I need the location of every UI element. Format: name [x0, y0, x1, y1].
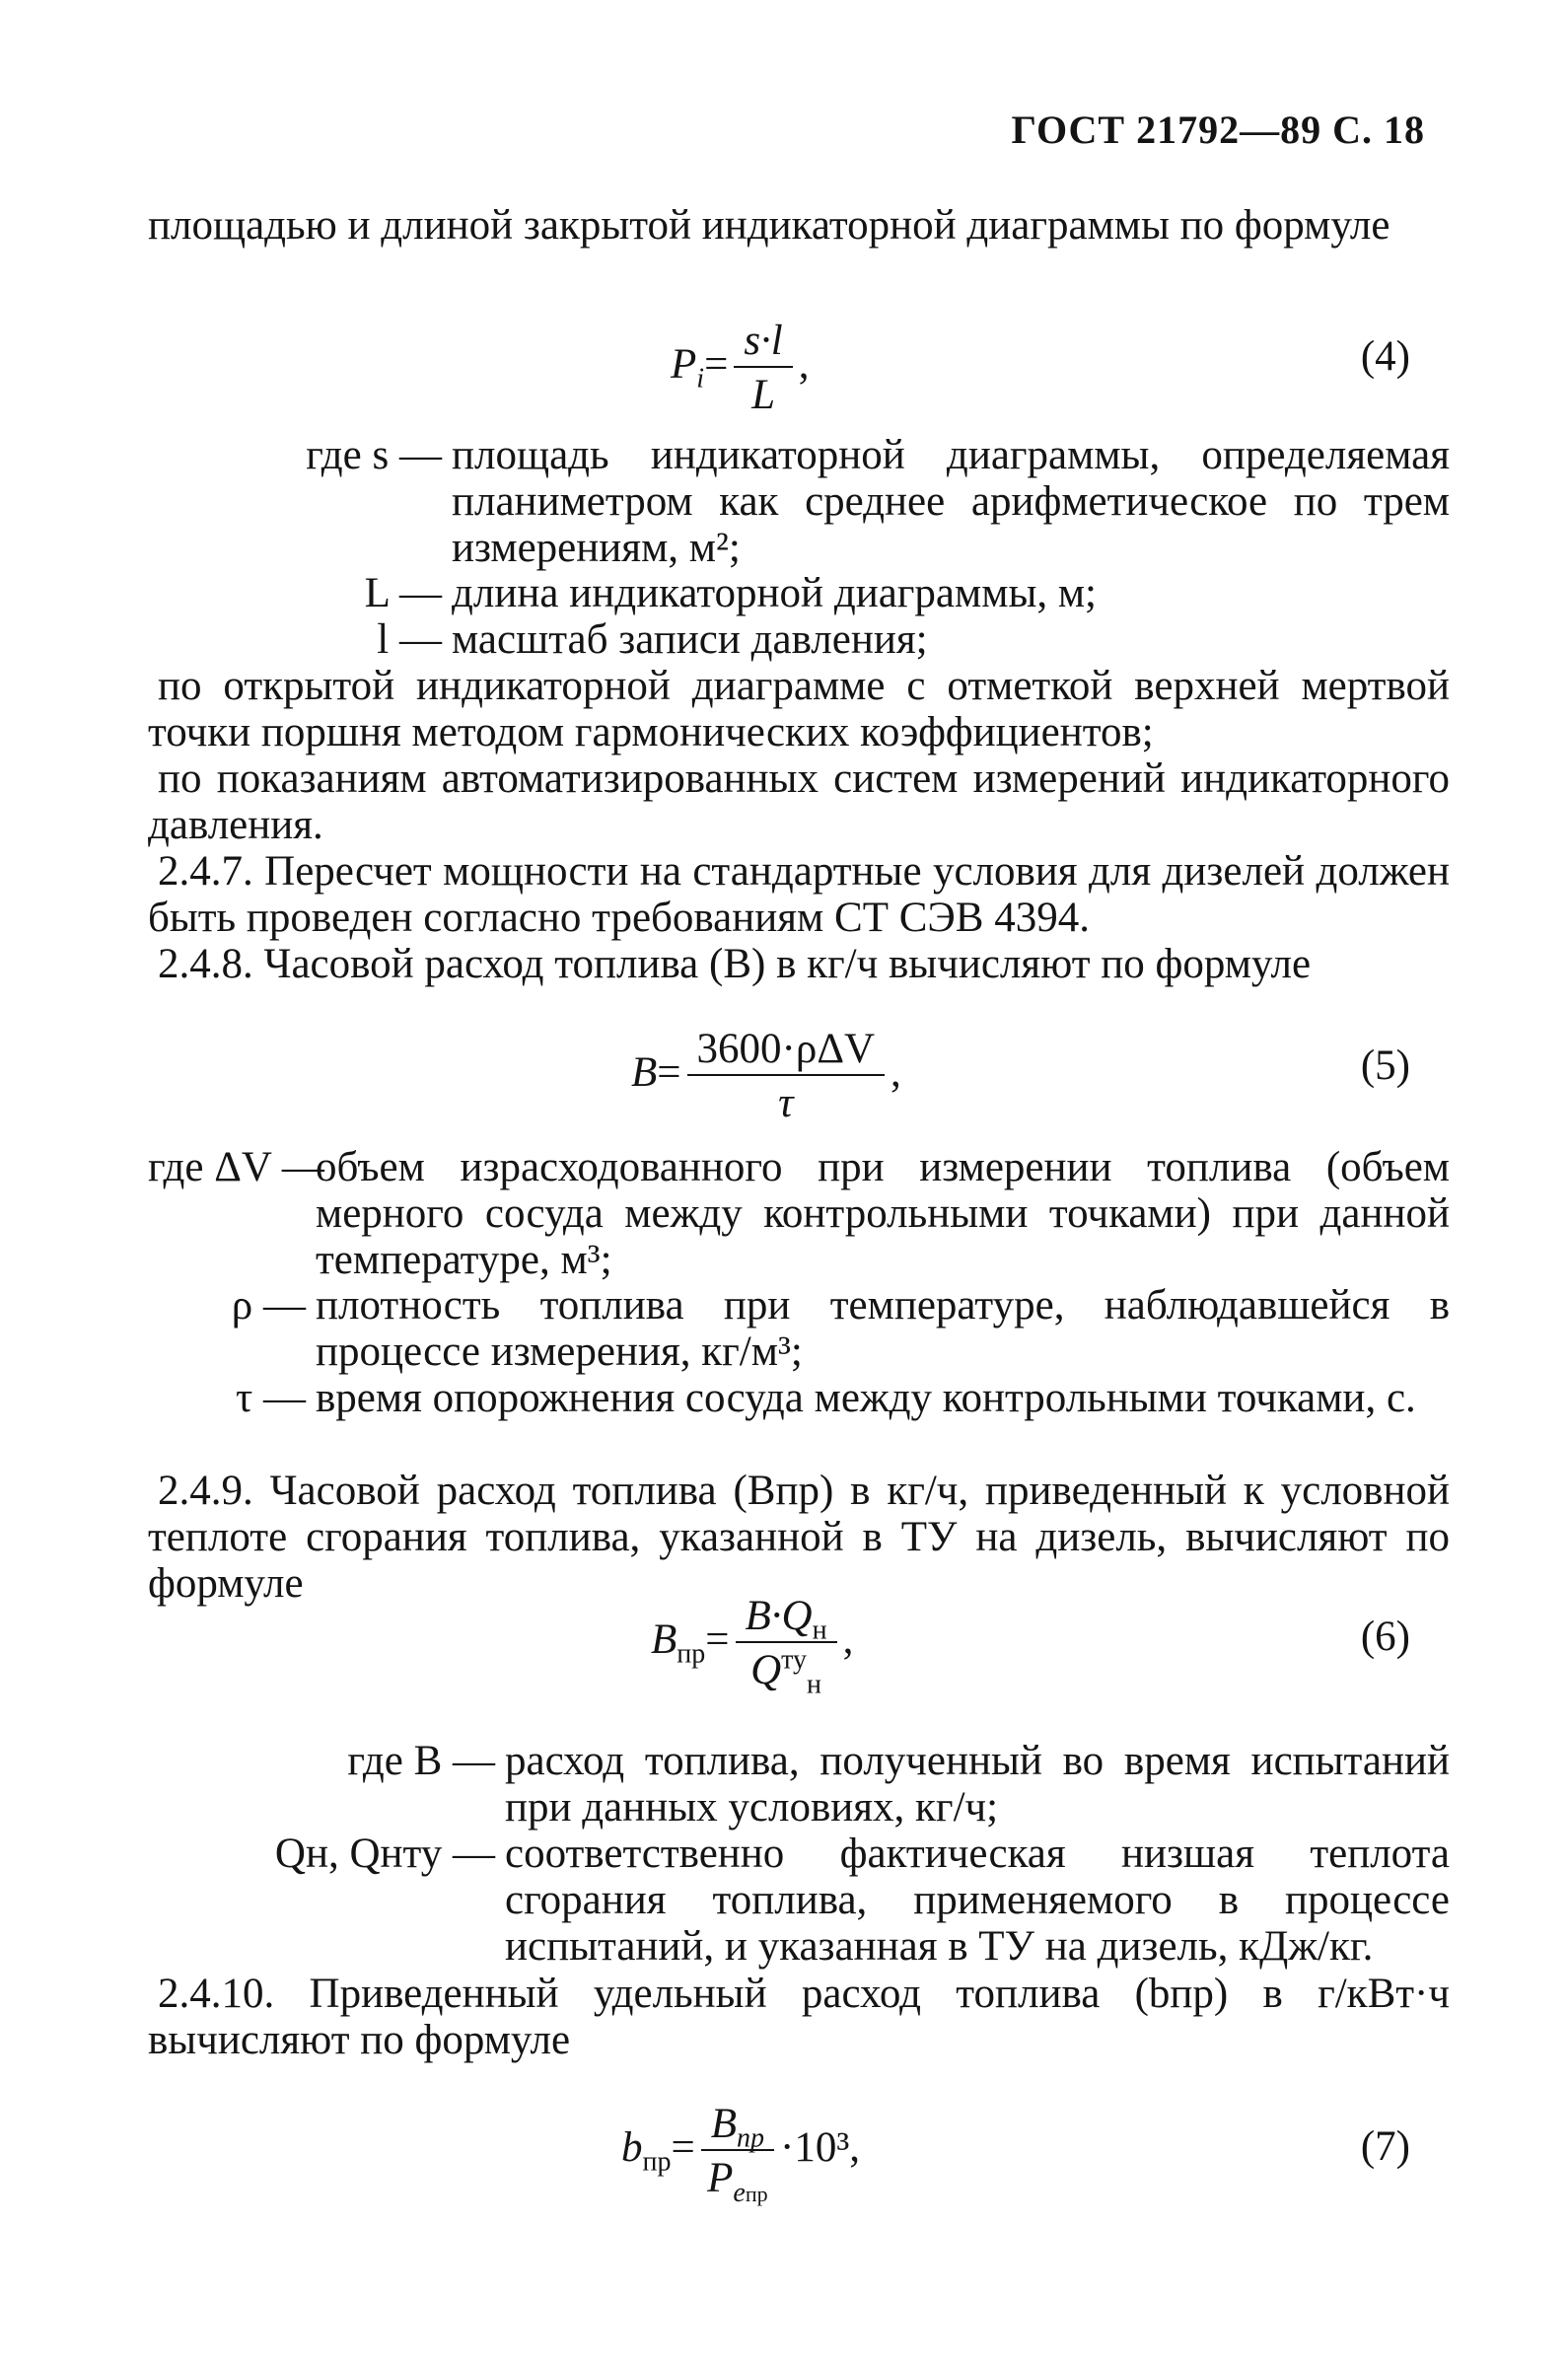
auto-systems-text: по показаниям автоматизированных систем измерений индикаторного давления. [148, 755, 1450, 848]
formula-5 [631, 1026, 901, 1126]
f5-numerator: 3600·ρΔV [687, 1026, 885, 1076]
f7-den-subsub: пр [745, 2181, 768, 2206]
f7-fraction [701, 2101, 774, 2208]
def-B [148, 1738, 1450, 1831]
page-header: ГОСТ 21792—89 С. 18 [1011, 108, 1425, 152]
f6-eq: = [705, 1615, 730, 1663]
eq-number-6: (6) [1360, 1614, 1410, 1660]
def-l-text: масштаб записи давления; [452, 616, 928, 663]
f4-fraction [734, 318, 792, 418]
f7-den-sub: e [733, 2177, 746, 2208]
auto-systems-paragraph [148, 755, 1450, 848]
f4-lhs: P [671, 340, 697, 388]
def-l-term: l — [377, 616, 442, 663]
def-dV-term: где ΔV — [148, 1144, 324, 1190]
def-Q-text: соответственно фактическая низшая теплота сгорания топлива, применяемого в процессе испытаний, и указанная в ТУ на дизель, кДж/кг. [505, 1831, 1450, 1970]
clause-2-4-7 [148, 848, 1450, 941]
f6-trail: , [842, 1615, 854, 1663]
f6-lhs-sub: пр [677, 1638, 706, 1670]
def-dV-text: объем израсходованного при измерении топлива (объем мерного сосуда между контрольными точками) при данной температуре, м³; [316, 1144, 1450, 1283]
def-rho-text: плотность топлива при температуре, наблюдавшейся в процессе измерения, кг/м³; [316, 1282, 1450, 1375]
def-B-text: расход топлива, полученный во время испытаний при данных условиях, кг/ч; [505, 1738, 1450, 1831]
def-tau-term: τ — [235, 1375, 306, 1421]
clause-2-4-8-text: 2.4.8. Часовой расход топлива (B) в кг/ч вычисляют по формуле [158, 941, 1312, 987]
f5-denominator: τ [778, 1080, 794, 1126]
def-s [148, 432, 1450, 571]
def-L [148, 570, 1450, 616]
def-Q [148, 1831, 1450, 1970]
f7-num-sub: пр [737, 2122, 765, 2154]
clause-2-4-7-text: 2.4.7. Пересчет мощности на стандартные условия для дизелей должен быть проведен согласно требованиям СТ СЭВ 4394. [148, 848, 1450, 941]
clause-2-4-9-text: 2.4.9. Часовой расход топлива (Bпр) в кг/ч, приведенный к условной теплоте сгорания топлива, указанной в ТУ на дизель, вычисляют по формуле [148, 1468, 1450, 1607]
clause-2-4-10-text: 2.4.10. Приведенный удельный расход топлива (bпр) в г/кВт·ч вычисляют по формуле [148, 1971, 1450, 2063]
formula-6 [651, 1593, 854, 1700]
eq-number-7: (7) [1360, 2123, 1410, 2170]
def-s-text: площадь индикаторной диаграммы, определяемая планиметром как среднее арифметическое по трем измерениям, м²; [452, 432, 1450, 571]
def-tau-text: время опорожнения сосуда между контрольными точками, с. [316, 1375, 1416, 1421]
def-rho [148, 1282, 1450, 1375]
formula-7 [621, 2101, 860, 2208]
def-s-term: где s — [306, 432, 442, 478]
def-tau [148, 1375, 1450, 1421]
f7-lhs: b [621, 2123, 643, 2171]
f6-lhs: B [651, 1615, 677, 1663]
clause-2-4-9 [148, 1468, 1450, 1607]
f4-denominator: L [751, 372, 775, 418]
clause-2-4-8 [148, 941, 1450, 987]
f5-fraction [687, 1026, 885, 1126]
def-l [148, 616, 1450, 663]
f6-den-sup: ту [781, 1644, 808, 1676]
f4-trail: , [798, 340, 810, 388]
f6-den-base: Q [750, 1647, 782, 1693]
f6-num-sub: н [812, 1615, 827, 1646]
f7-lhs-sub: пр [642, 2146, 672, 2178]
f5-eq: = [657, 1048, 681, 1096]
f7-trail: , [849, 2123, 860, 2171]
f7-mult: ·10³ [780, 2123, 850, 2171]
open-diagram-text: по открытой индикаторной диаграмме с отметкой верхней мертвой точки поршня методом гармонических коэффициентов; [148, 663, 1450, 755]
def-Q-term: Qн, Qнту — [274, 1831, 495, 1877]
formula-4 [671, 318, 810, 418]
f5-lhs: B [631, 1048, 658, 1096]
f7-num-base: B [710, 2101, 738, 2147]
def-B-term: где B — [347, 1738, 495, 1784]
def-rho-term: ρ — [231, 1282, 306, 1328]
f5-trail: , [891, 1048, 901, 1096]
def-L-term: L — [364, 570, 442, 616]
def-L-text: длина индикаторной диаграммы, м; [452, 570, 1097, 616]
f4-lhs-sub: i [696, 363, 705, 395]
intro-paragraph [148, 202, 1450, 249]
def-dV [148, 1144, 1450, 1283]
eq-number-4: (4) [1360, 333, 1410, 380]
intro-text: площадью и длиной закрытой индикаторной диаграммы по формуле [148, 202, 1390, 249]
f4-eq: = [704, 340, 729, 388]
f4-numerator: s·l [734, 318, 792, 368]
f7-eq: = [671, 2123, 695, 2171]
f6-num-base: B·Q [745, 1593, 813, 1639]
f7-den-base: P [707, 2155, 734, 2201]
eq-number-5: (5) [1360, 1042, 1410, 1089]
open-diagram-paragraph [148, 663, 1450, 755]
clause-2-4-10 [148, 1971, 1450, 2063]
f6-den-sub: н [807, 1669, 822, 1700]
f6-fraction [736, 1593, 837, 1700]
